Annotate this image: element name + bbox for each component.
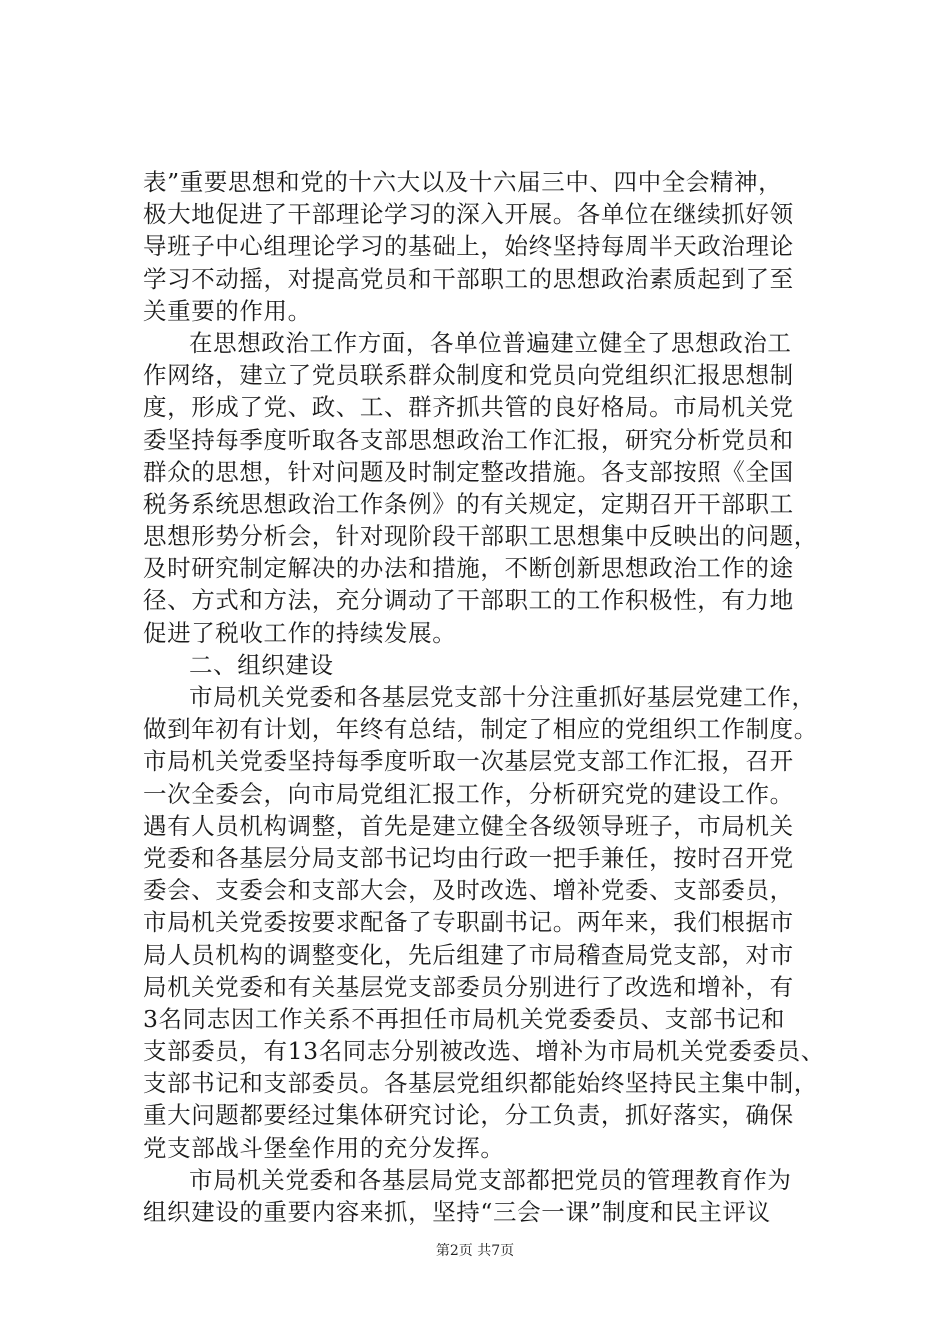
text-line: 市局机关党委坚持每季度听取一次基层党支部工作汇报，召开 <box>143 747 794 776</box>
text-line: 在思想政治工作方面，各单位普遍建立健全了思想政治工 <box>189 328 792 357</box>
text-line: 做到年初有计划，年终有总结，制定了相应的党组织工作制度。 <box>143 715 818 744</box>
text-line: 税务系统思想政治工作条例》的有关规定，定期召开干部职工 <box>143 489 794 518</box>
text-line: 学习不动摇，对提高党员和干部职工的思想政治素质起到了至 <box>143 264 794 293</box>
text-line: 及时研究制定解决的办法和措施，不断创新思想政治工作的途 <box>143 554 794 583</box>
text-line: 度，形成了党、政、工、群齐抓共管的良好格局。市局机关党 <box>143 393 794 422</box>
text-line: 局人员机构的调整变化，先后组建了市局稽查局党支部，对市 <box>143 940 794 969</box>
text-line: 市局机关党委按要求配备了专职副书记。两年来，我们根据市 <box>143 908 794 937</box>
page-footer: 第2页 共7页 <box>435 1243 515 1259</box>
text-line: 促进了税收工作的持续发展。 <box>143 618 457 647</box>
text-line: 一次全委会，向市局党组汇报工作，分析研究党的建设工作。 <box>143 779 794 808</box>
text-line: 思想形势分析会，针对现阶段干部职工思想集中反映出的问题， <box>143 522 818 551</box>
text-line: 组织建设的重要内容来抓，坚持“三会一课”制度和民主评议 <box>143 1198 771 1226</box>
text-line: 遇有人员机构调整，首先是建立健全各级领导班子，市局机关 <box>143 811 794 840</box>
document-body <box>143 166 843 1228</box>
text-line: 关重要的作用。 <box>143 296 312 325</box>
text-line: 局机关党委和有关基层党支部委员分别进行了改选和增补，有 <box>143 972 794 1001</box>
section-heading: 二、组织建设 <box>189 650 334 679</box>
text-line: 市局机关党委和各基层局党支部都把党员的管理教育作为 <box>189 1165 792 1194</box>
text-line: 市局机关党委和各基层党支部十分注重抓好基层党建工作， <box>189 683 816 711</box>
text-line: 径、方式和方法，充分调动了干部职工的工作积极性，有力地 <box>143 586 794 615</box>
text-line: 极大地促进了干部理论学习的深入开展。各单位在继续抓好领 <box>143 200 794 229</box>
text-line: 党支部战斗堡垒作用的充分发挥。 <box>143 1133 505 1162</box>
text-line: 支部委员，有13名同志分别被改选、增补为市局机关党委委员、 <box>143 1037 825 1066</box>
text-line: 重大问题都要经过集体研究讨论，分工负责，抓好落实，确保 <box>143 1101 794 1130</box>
text-line: 委坚持每季度听取各支部思想政治工作汇报，研究分析党员和 <box>143 425 794 454</box>
text-line: 3名同志因工作关系不再担任市局机关党委委员、支部书记和 <box>143 1004 786 1033</box>
text-line: 委会、支委会和支部大会，及时改选、增补党委、支部委员， <box>143 876 794 905</box>
text-line: 表”重要思想和党的十六大以及十六届三中、四中全会精神， <box>143 168 783 196</box>
text-line: 导班子中心组理论学习的基础上，始终坚持每周半天政治理论 <box>143 232 794 261</box>
text-line: 群众的思想，针对问题及时制定整改措施。各支部按照《全国 <box>143 457 794 486</box>
text-line: 支部书记和支部委员。各基层党组织都能始终坚持民主集中制， <box>143 1069 818 1098</box>
text-line: 党委和各基层分局支部书记均由行政一把手兼任，按时召开党 <box>143 843 794 872</box>
text-line: 作网络，建立了党员联系群众制度和党员向党组织汇报思想制 <box>143 361 794 390</box>
